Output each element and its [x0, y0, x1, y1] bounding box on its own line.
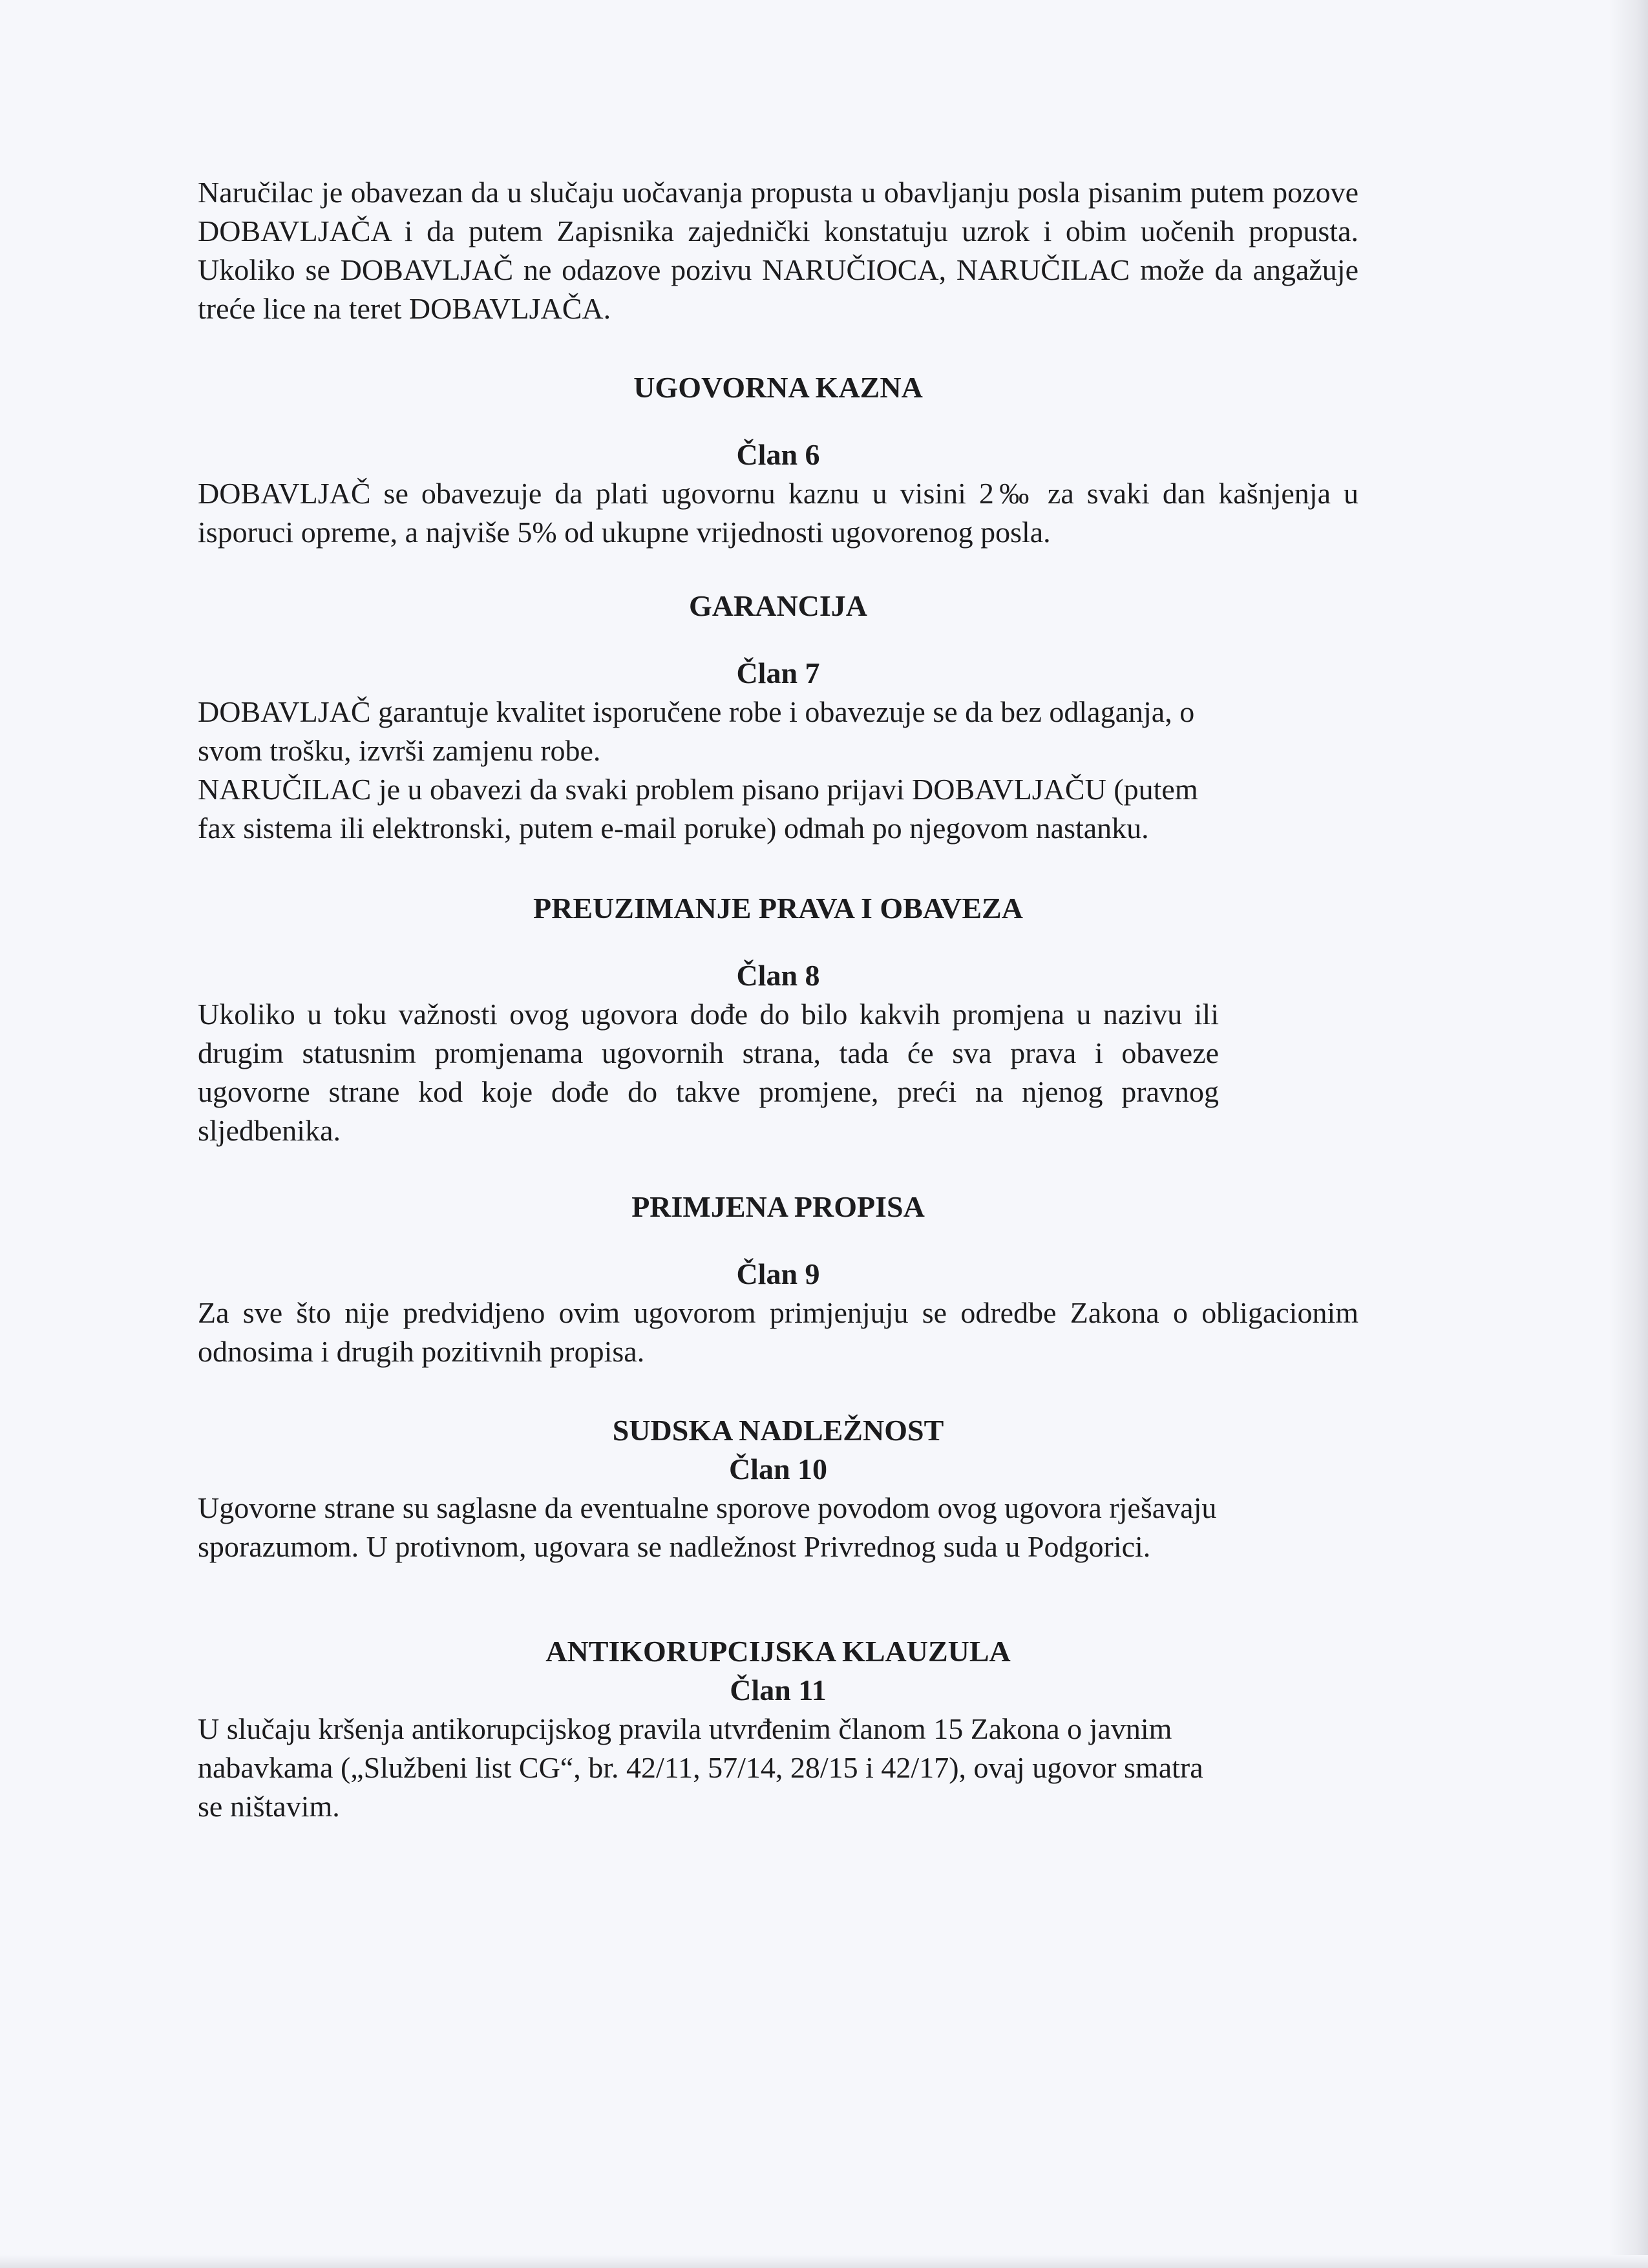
- page-edge-shadow: [1609, 0, 1648, 2268]
- article-text: NARUČILAC je u obavezi da svaki problem pisano prijavi DOBAVLJAČU (putem fax sistema ili elektronski, putem e-mail poruke) odmah po njegovom nastanku.: [198, 773, 1198, 845]
- section-title: GARANCIJA: [689, 589, 867, 622]
- section-title: ANTIKORUPCIJSKA KLAUZULA: [545, 1635, 1011, 1668]
- article-text: Za sve što nije predvidjeno ovim ugovorom primjenjuju se odredbe Zakona o obligacionim odnosima i drugih pozitivnih propisa.: [198, 1296, 1358, 1368]
- section-title: UGOVORNA KAZNA: [633, 371, 923, 404]
- article-text: DOBAVLJAČ se obavezuje da plati ugovornu kaznu u visini 2‰ za svaki dan kašnjenja u isporuci opreme, a najviše 5% od ukupne vrijednosti ugovorenog posla.: [198, 477, 1358, 549]
- article-heading: Član 8: [736, 959, 820, 992]
- article-heading: Član 6: [736, 438, 820, 471]
- article-text: U slučaju kršenja antikorupcijskog pravila utvrđenim članom 15 Zakona o javnim nabavkama („Službeni list CG“, br. 42/11, 57/14, 28/15 i 42/17), ovaj ugovor smatra se ništavim.: [198, 1712, 1203, 1823]
- section-title: PRIMJENA PROPISA: [631, 1190, 925, 1223]
- article-text: Ukoliko u toku važnosti ovog ugovora dođe do bilo kakvih promjena u nazivu ili drugim statusnim promjenama ugovornih strana, tada će sva prava i obaveze ugovorne strane kod koje dođe do takve promjene, preći na njenog pravnog sljedbenika.: [198, 998, 1219, 1147]
- article-text: DOBAVLJAČ garantuje kvalitet isporučene robe i obavezuje se da bez odlaganja, o svom trošku, izvrši zamjenu robe.: [198, 695, 1195, 767]
- page-bottom-edge: [0, 2255, 1648, 2268]
- intro-paragraph: Naručilac je obavezan da u slučaju uočavanja propusta u obavljanju posla pisanim putem pozove DOBAVLJAČA i da putem Zapisnika zajednički konstatuju uzrok i obim uočenih propusta. Ukoliko se DOBAVLJAČ ne odazove pozivu NARUČIOCA, NARUČILAC može da angažuje treće lice na teret DOBAVLJAČA.: [198, 176, 1358, 325]
- section-ugovorna-kazna: [198, 368, 1358, 552]
- section-antikorupcijska: [198, 1632, 1358, 1826]
- section-title: SUDSKA NADLEŽNOST: [612, 1414, 944, 1447]
- section-preuzimanje: [198, 889, 1358, 1150]
- section-title: PREUZIMANJE PRAVA I OBAVEZA: [533, 892, 1023, 925]
- article-heading: Član 11: [730, 1674, 827, 1706]
- section-sudska-nadleznost: [198, 1411, 1358, 1566]
- section-primjena-propisa: [198, 1188, 1358, 1371]
- article-heading: Član 7: [736, 656, 820, 689]
- intro-block: [198, 173, 1358, 328]
- article-heading: Član 10: [728, 1453, 828, 1486]
- article-text: Ugovorne strane su saglasne da eventualne sporove povodom ovog ugovora rješavaju sporazumom. U protivnom, ugovara se nadležnost Privrednog suda u Podgorici.: [198, 1491, 1217, 1563]
- section-garancija: [198, 587, 1358, 848]
- article-heading: Član 9: [736, 1257, 820, 1290]
